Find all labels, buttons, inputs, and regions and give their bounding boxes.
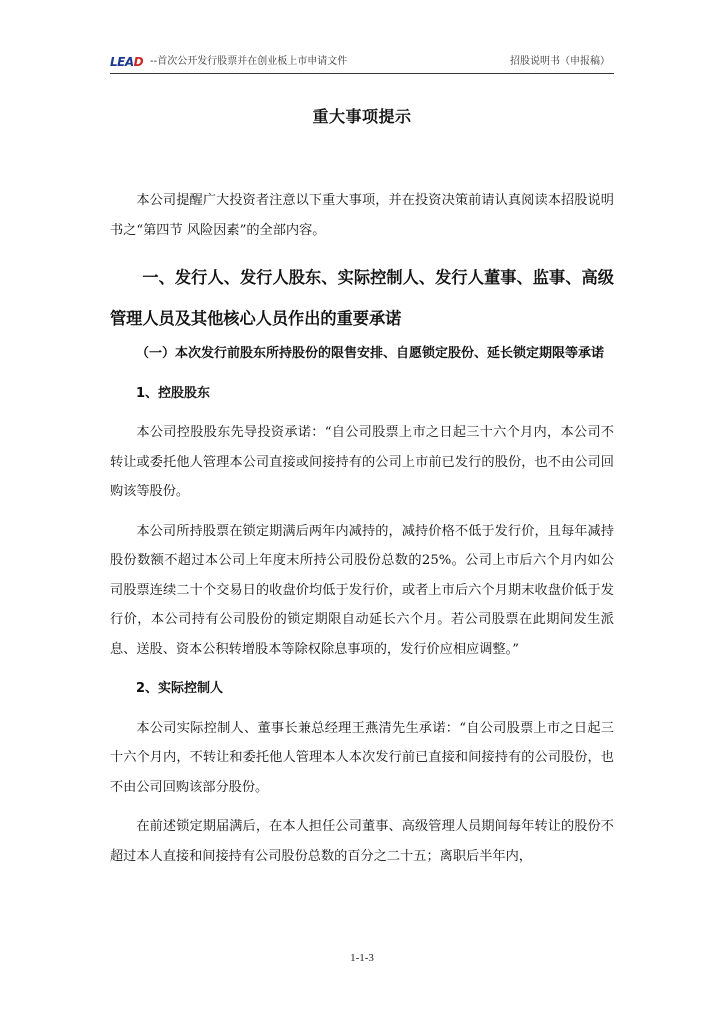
header-divider: [110, 73, 614, 74]
header-document-name: --首次公开发行股票并在创业板上市申请文件: [150, 56, 348, 67]
subsection-heading-lockup: （一）本次发行前股东所持股份的限售安排、自愿锁定股份、延长锁定期限等承诺: [136, 346, 605, 361]
company-logo: [110, 55, 143, 69]
controlling-shareholder-paragraph-2: 本公司所持股票在锁定期满后两年内减持的，减持价格不低于发行价，且每年减持股份数额不超过本公司上年度末所持公司股份总数的25%。公司上市后六个月内如公司股票连续二十个交易日的收盘价均低于发行价，或者上市后六个月期末收盘价低于发行价，本公司持有公司股份的锁定期限自动延长六个月。若公司股票在此期间发生派息、送股、资本公积转增股本等除权除息事项的，发行价应相应调整。”: [110, 523, 614, 657]
header-document-type: 招股说明书（申报稿）: [510, 56, 610, 67]
page-number: 1-1-3: [350, 952, 374, 964]
actual-controller-paragraph-2: 在前述锁定期届满后，在本人担任公司董事、高级管理人员期间每年转让的股份不超过本人直接和间接持有公司股份总数的百分之二十五；离职后半年内，: [110, 819, 614, 864]
spacer: [110, 664, 614, 674]
spacer: [110, 369, 614, 379]
controlling-shareholder-paragraph-1: 本公司控股股东先导投资承诺：“自公司股票上市之日起三十六个月内，本公司不转让或委托他人管理本公司直接或间接持有的公司上市前已发行的股份，也不由公司回购该等股份。: [110, 425, 614, 499]
item-heading-controlling-shareholder: 1、控股股东: [136, 385, 211, 401]
document-body: [110, 186, 614, 871]
logo-text: LEA: [110, 55, 134, 69]
actual-controller-paragraph-1: 本公司实际控制人、董事长兼总经理王燕清先生承诺：“自公司股票上市之日起三十六个月内，不转让和委托他人管理本人本次发行前已直接和间接持有的公司股份，也不由公司回购该部分股份。: [110, 720, 614, 795]
spacer: [110, 408, 614, 418]
item-heading-actual-controller: 2、实际控制人: [136, 681, 224, 696]
logo-accent: D: [133, 55, 144, 69]
section-heading-commitments: 一、发行人、发行人股东、实际控制人、发行人董事、监事、高级管理人员及其他核心人员作出的重要承诺: [110, 268, 614, 328]
spacer: [110, 507, 614, 517]
spacer: [110, 245, 614, 255]
intro-paragraph: 本公司提醒广大投资者注意以下重大事项，并在投资决策前请认真阅读本招股说明书之“第四节 风险因素”的全部内容。: [110, 193, 614, 238]
spacer: [110, 704, 614, 714]
page-title: 重大事项提示: [312, 107, 412, 126]
page-header: [110, 55, 614, 73]
spacer: [110, 802, 614, 812]
